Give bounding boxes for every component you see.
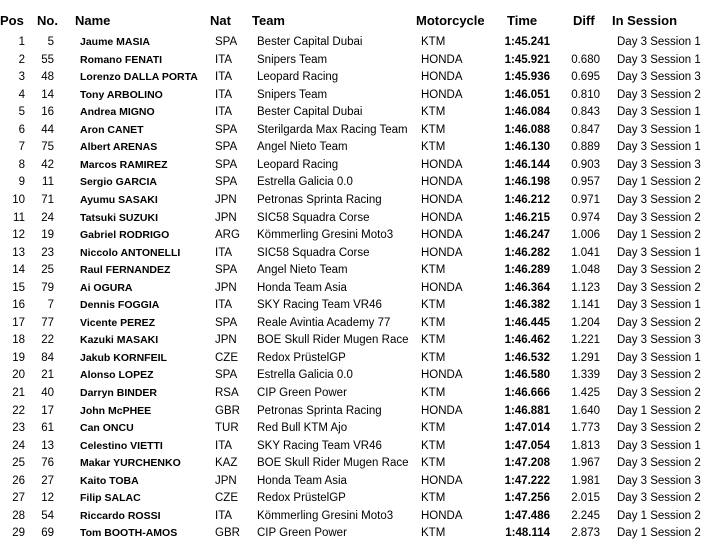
cell-nat: SPA xyxy=(215,316,238,329)
cell-motorcycle: HONDA xyxy=(421,229,463,242)
table-row xyxy=(0,455,709,472)
cell-team: Kömmerling Gresini Moto3 xyxy=(257,509,394,522)
cell-team: Leopard Racing xyxy=(257,71,339,84)
cell-no: 77 xyxy=(41,316,54,329)
table-row xyxy=(0,104,709,121)
cell-team: Honda Team Asia xyxy=(257,474,347,487)
cell-no: 17 xyxy=(41,404,54,417)
cell-name: Jakub KORNFEIL xyxy=(80,351,167,364)
cell-pos: 13 xyxy=(12,246,25,259)
cell-session: Day 3 Session 2 xyxy=(617,457,701,470)
cell-time: 1:46.198 xyxy=(504,176,550,189)
cell-nat: CZE xyxy=(215,351,238,364)
cell-diff: 1.141 xyxy=(571,299,600,312)
cell-nat: GBR xyxy=(215,527,240,540)
cell-session: Day 3 Session 2 xyxy=(617,264,701,277)
cell-nat: JPN xyxy=(215,211,237,224)
cell-name: Vicente PEREZ xyxy=(80,316,156,329)
cell-diff: 1.221 xyxy=(571,334,600,347)
cell-name: Kazuki MASAKI xyxy=(80,334,159,347)
cell-name: Ayumu SASAKI xyxy=(80,193,158,206)
cell-no: 11 xyxy=(42,176,54,189)
cell-no: 61 xyxy=(41,422,54,435)
cell-team: Estrella Galicia 0.0 xyxy=(257,176,353,189)
cell-name: Albert ARENAS xyxy=(80,141,158,154)
cell-session: Day 3 Session 1 xyxy=(617,299,701,312)
cell-nat: SPA xyxy=(215,176,238,189)
cell-time: 1:45.921 xyxy=(504,53,550,66)
cell-time: 1:46.580 xyxy=(504,369,550,382)
cell-nat: ITA xyxy=(215,509,233,522)
cell-pos: 11 xyxy=(13,211,25,224)
cell-team: Redox PrüstelGP xyxy=(257,351,346,364)
cell-motorcycle: HONDA xyxy=(421,88,463,101)
cell-session: Day 3 Session 2 xyxy=(617,281,701,294)
cell-motorcycle: KTM xyxy=(421,36,446,48)
cell-diff: 1.967 xyxy=(571,457,600,470)
cell-diff: 1.773 xyxy=(571,422,600,435)
cell-diff: 0.889 xyxy=(571,141,600,154)
cell-session: Day 3 Session 1 xyxy=(617,53,701,66)
cell-name: Dennis FOGGIA xyxy=(80,299,160,312)
cell-diff: 0.971 xyxy=(571,193,600,206)
cell-name: Riccardo ROSSI xyxy=(80,509,161,522)
cell-time: 1:46.282 xyxy=(504,246,550,259)
cell-diff: 2.015 xyxy=(571,492,600,505)
cell-team: Snipers Team xyxy=(257,88,328,101)
cell-diff: 1.041 xyxy=(571,246,600,259)
cell-session: Day 3 Session 1 xyxy=(617,246,701,259)
cell-time: 1:47.256 xyxy=(504,492,550,505)
cell-team: Honda Team Asia xyxy=(257,281,347,294)
cell-nat: CZE xyxy=(215,492,238,505)
cell-pos: 7 xyxy=(18,141,25,154)
cell-name: Romano FENATI xyxy=(80,53,163,66)
cell-pos: 1 xyxy=(18,36,25,48)
header-diff: Diff xyxy=(573,13,595,28)
table-row xyxy=(0,508,709,525)
header-team: Team xyxy=(252,13,285,28)
cell-motorcycle: KTM xyxy=(421,123,446,136)
cell-time: 1:46.462 xyxy=(504,334,550,347)
cell-diff: 0.680 xyxy=(571,53,600,66)
cell-pos: 24 xyxy=(12,439,25,452)
cell-nat: ITA xyxy=(215,53,233,66)
cell-diff: 1.640 xyxy=(571,404,600,417)
cell-nat: JPN xyxy=(215,334,237,347)
cell-session: Day 3 Session 2 xyxy=(617,492,701,505)
cell-pos: 5 xyxy=(18,106,25,119)
cell-session: Day 1 Session 2 xyxy=(617,404,701,417)
cell-nat: SPA xyxy=(215,264,238,277)
table-row xyxy=(0,174,709,191)
cell-nat: JPN xyxy=(215,474,237,487)
cell-pos: 25 xyxy=(12,457,25,470)
cell-name: Kaito TOBA xyxy=(80,474,139,487)
cell-diff: 0.974 xyxy=(571,211,600,224)
cell-no: 76 xyxy=(41,457,54,470)
cell-no: 25 xyxy=(41,264,54,277)
cell-no: 40 xyxy=(41,387,54,399)
cell-pos: 22 xyxy=(12,404,25,417)
cell-team: Estrella Galicia 0.0 xyxy=(257,369,353,382)
cell-session: Day 3 Session 1 xyxy=(617,351,701,364)
cell-team: Sterilgarda Max Racing Team xyxy=(257,123,408,136)
cell-session: Day 3 Session 1 xyxy=(617,106,701,119)
cell-nat: SPA xyxy=(215,141,238,154)
cell-time: 1:46.130 xyxy=(504,141,550,154)
cell-team: BOE Skull Rider Mugen Race xyxy=(257,457,409,470)
cell-motorcycle: KTM xyxy=(421,387,446,399)
cell-pos: 4 xyxy=(18,88,25,101)
cell-session: Day 3 Session 3 xyxy=(617,474,701,487)
cell-name: Lorenzo DALLA PORTA xyxy=(80,71,198,84)
cell-no: 27 xyxy=(41,474,54,487)
cell-session: Day 3 Session 2 xyxy=(617,422,701,435)
cell-no: 71 xyxy=(41,193,54,206)
cell-motorcycle: HONDA xyxy=(421,404,463,417)
cell-name: Sergio GARCIA xyxy=(80,176,158,189)
cell-no: 42 xyxy=(41,158,54,171)
cell-diff: 0.847 xyxy=(571,123,600,136)
cell-no: 16 xyxy=(41,106,54,119)
header-motorcycle: Motorcycle xyxy=(416,13,485,28)
cell-team: SIC58 Squadra Corse xyxy=(257,211,370,224)
cell-diff: 2.873 xyxy=(571,527,600,540)
cell-team: Leopard Racing xyxy=(257,158,339,171)
table-row xyxy=(0,139,709,156)
cell-session: Day 3 Session 3 xyxy=(617,71,701,84)
cell-motorcycle: HONDA xyxy=(421,176,463,189)
cell-time: 1:46.445 xyxy=(504,316,550,329)
cell-name: Andrea MIGNO xyxy=(80,106,155,119)
table-row xyxy=(0,490,709,507)
cell-diff: 1.291 xyxy=(571,351,600,364)
cell-team: Red Bull KTM Ajo xyxy=(257,422,348,435)
cell-time: 1:47.014 xyxy=(504,422,550,435)
cell-nat: ITA xyxy=(215,71,233,84)
cell-no: 5 xyxy=(47,36,54,48)
cell-time: 1:46.144 xyxy=(504,158,550,171)
cell-team: BOE Skull Rider Mugen Race xyxy=(257,334,409,347)
table-row xyxy=(0,385,709,402)
cell-name: Jaume MASIA xyxy=(80,36,151,48)
cell-pos: 20 xyxy=(12,369,25,382)
cell-no: 21 xyxy=(41,369,54,382)
cell-pos: 3 xyxy=(18,71,25,84)
cell-motorcycle: HONDA xyxy=(421,246,463,259)
cell-nat: ITA xyxy=(215,88,233,101)
cell-time: 1:47.486 xyxy=(504,509,550,522)
cell-diff: 0.810 xyxy=(571,88,600,101)
cell-nat: SPA xyxy=(215,36,238,48)
cell-pos: 27 xyxy=(12,492,25,505)
table-header-row xyxy=(0,12,709,30)
cell-team: Reale Avintia Academy 77 xyxy=(257,316,391,329)
table-row xyxy=(0,525,709,542)
cell-name: Celestino VIETTI xyxy=(80,439,163,452)
cell-pos: 6 xyxy=(18,123,25,136)
table-row xyxy=(0,122,709,139)
cell-name: Ai OGURA xyxy=(80,281,133,294)
cell-no: 14 xyxy=(41,88,54,101)
cell-motorcycle: HONDA xyxy=(421,369,463,382)
cell-nat: ITA xyxy=(215,439,233,452)
cell-name: Darryn BINDER xyxy=(80,387,158,399)
cell-nat: KAZ xyxy=(215,457,238,470)
cell-time: 1:46.051 xyxy=(504,88,550,101)
cell-team: Petronas Sprinta Racing xyxy=(257,193,382,206)
cell-diff: 1.425 xyxy=(571,387,600,399)
cell-motorcycle: KTM xyxy=(421,439,446,452)
cell-pos: 14 xyxy=(12,264,25,277)
cell-pos: 21 xyxy=(12,387,25,399)
table-row xyxy=(0,420,709,437)
cell-no: 48 xyxy=(41,71,54,84)
cell-time: 1:45.936 xyxy=(504,71,550,84)
cell-name: Alonso LOPEZ xyxy=(80,369,154,382)
cell-session: Day 1 Session 2 xyxy=(617,229,701,242)
cell-diff: 1.006 xyxy=(571,229,600,242)
cell-session: Day 3 Session 3 xyxy=(617,158,701,171)
cell-name: Raul FERNANDEZ xyxy=(80,264,171,277)
cell-team: Snipers Team xyxy=(257,53,328,66)
cell-no: 44 xyxy=(41,123,54,136)
cell-session: Day 3 Session 1 xyxy=(617,439,701,452)
cell-time: 1:46.084 xyxy=(504,106,550,119)
cell-no: 13 xyxy=(41,439,54,452)
cell-nat: GBR xyxy=(215,404,240,417)
table-row xyxy=(0,245,709,262)
cell-name: John McPHEE xyxy=(80,404,152,417)
cell-session: Day 3 Session 1 xyxy=(617,141,701,154)
table-row xyxy=(0,403,709,420)
cell-pos: 8 xyxy=(18,158,25,171)
cell-time: 1:47.222 xyxy=(504,474,550,487)
cell-session: Day 3 Session 2 xyxy=(617,193,701,206)
cell-pos: 29 xyxy=(12,527,25,540)
header-session: In Session xyxy=(612,13,678,28)
table-row xyxy=(0,438,709,455)
cell-diff: 1.123 xyxy=(571,281,600,294)
header-pos: Pos xyxy=(0,13,24,28)
cell-no: 69 xyxy=(41,527,54,540)
table-row xyxy=(0,192,709,209)
table-row xyxy=(0,280,709,297)
cell-diff: 1.048 xyxy=(571,264,600,277)
cell-nat: JPN xyxy=(215,281,237,294)
cell-diff: 1.339 xyxy=(571,369,600,382)
cell-motorcycle: KTM xyxy=(421,299,446,312)
cell-team: Bester Capital Dubai xyxy=(257,36,363,48)
cell-pos: 10 xyxy=(12,193,25,206)
table-row xyxy=(0,350,709,367)
cell-motorcycle: HONDA xyxy=(421,158,463,171)
cell-no: 23 xyxy=(41,246,54,259)
cell-time: 1:46.289 xyxy=(504,264,550,277)
cell-session: Day 3 Session 2 xyxy=(617,88,701,101)
cell-time: 1:45.241 xyxy=(504,36,550,48)
cell-motorcycle: KTM xyxy=(421,422,446,435)
cell-pos: 15 xyxy=(12,281,25,294)
cell-pos: 9 xyxy=(18,176,25,189)
cell-motorcycle: KTM xyxy=(421,316,446,329)
cell-session: Day 1 Session 2 xyxy=(617,509,701,522)
table-row xyxy=(0,69,709,86)
cell-pos: 26 xyxy=(12,474,25,487)
cell-no: 19 xyxy=(41,229,54,242)
header-nat: Nat xyxy=(210,13,231,28)
cell-nat: TUR xyxy=(215,422,239,435)
cell-name: Tatsuki SUZUKI xyxy=(80,211,158,224)
cell-nat: ITA xyxy=(215,299,233,312)
cell-team: SKY Racing Team VR46 xyxy=(257,299,382,312)
cell-diff: 0.695 xyxy=(571,71,600,84)
header-time: Time xyxy=(507,13,538,28)
cell-name: Tom BOOTH-AMOS xyxy=(80,527,178,540)
cell-motorcycle: HONDA xyxy=(421,281,463,294)
cell-no: 75 xyxy=(41,141,54,154)
table-row xyxy=(0,210,709,227)
cell-session: Day 3 Session 1 xyxy=(617,123,701,136)
cell-team: Redox PrüstelGP xyxy=(257,492,346,505)
cell-pos: 16 xyxy=(12,299,25,312)
cell-nat: SPA xyxy=(215,123,238,136)
cell-nat: SPA xyxy=(215,369,238,382)
table-row xyxy=(0,227,709,244)
cell-time: 1:46.247 xyxy=(504,229,550,242)
cell-name: Filip SALAC xyxy=(80,492,141,505)
cell-time: 1:46.212 xyxy=(504,193,550,206)
cell-no: 7 xyxy=(47,299,54,312)
cell-pos: 18 xyxy=(12,334,25,347)
table-row xyxy=(0,473,709,490)
cell-motorcycle: KTM xyxy=(421,106,446,119)
cell-session: Day 3 Session 2 xyxy=(617,316,701,329)
cell-team: SKY Racing Team VR46 xyxy=(257,439,382,452)
cell-nat: JPN xyxy=(215,193,237,206)
cell-diff: 1.813 xyxy=(571,439,600,452)
table-row xyxy=(0,52,709,69)
table-row xyxy=(0,367,709,384)
cell-motorcycle: KTM xyxy=(421,457,446,470)
cell-diff: 0.957 xyxy=(571,176,600,189)
cell-motorcycle: HONDA xyxy=(421,71,463,84)
cell-no: 79 xyxy=(41,281,54,294)
cell-session: Day 3 Session 2 xyxy=(617,369,701,382)
header-name: Name xyxy=(75,13,111,28)
cell-motorcycle: KTM xyxy=(421,141,446,154)
cell-motorcycle: KTM xyxy=(421,527,446,540)
cell-time: 1:48.114 xyxy=(505,527,550,540)
cell-diff: 2.245 xyxy=(571,509,600,522)
cell-no: 22 xyxy=(41,334,54,347)
cell-motorcycle: HONDA xyxy=(421,193,463,206)
cell-time: 1:46.215 xyxy=(504,211,550,224)
cell-motorcycle: HONDA xyxy=(421,211,463,224)
cell-session: Day 3 Session 3 xyxy=(617,334,701,347)
cell-time: 1:46.532 xyxy=(504,351,550,364)
cell-time: 1:46.881 xyxy=(504,404,550,417)
table-row xyxy=(0,34,709,51)
cell-team: CIP Green Power xyxy=(257,387,347,399)
cell-motorcycle: KTM xyxy=(421,264,446,277)
cell-no: 24 xyxy=(41,211,54,224)
cell-pos: 17 xyxy=(12,316,25,329)
cell-motorcycle: KTM xyxy=(421,351,446,364)
cell-nat: ITA xyxy=(215,106,233,119)
cell-team: Petronas Sprinta Racing xyxy=(257,404,382,417)
cell-diff: 1.981 xyxy=(571,474,600,487)
table-row xyxy=(0,297,709,314)
cell-session: Day 1 Session 2 xyxy=(617,176,701,189)
cell-session: Day 3 Session 1 xyxy=(617,36,701,48)
cell-motorcycle: KTM xyxy=(421,492,446,505)
cell-name: Tony ARBOLINO xyxy=(80,88,163,101)
cell-team: Angel Nieto Team xyxy=(257,264,348,277)
cell-nat: ITA xyxy=(215,246,233,259)
cell-motorcycle: HONDA xyxy=(421,474,463,487)
table-row xyxy=(0,315,709,332)
cell-session: Day 3 Session 2 xyxy=(617,211,701,224)
cell-time: 1:47.208 xyxy=(504,457,550,470)
cell-team: CIP Green Power xyxy=(257,527,347,540)
cell-pos: 19 xyxy=(12,351,25,364)
cell-team: Angel Nieto Team xyxy=(257,141,348,154)
table-row xyxy=(0,157,709,174)
cell-no: 54 xyxy=(41,509,54,522)
table-row xyxy=(0,87,709,104)
cell-diff: 1.204 xyxy=(571,316,600,329)
cell-pos: 23 xyxy=(12,422,25,435)
cell-session: Day 3 Session 2 xyxy=(617,387,701,399)
header-no: No. xyxy=(37,13,58,28)
cell-pos: 12 xyxy=(12,229,25,242)
cell-diff: 0.903 xyxy=(571,158,600,171)
cell-time: 1:47.054 xyxy=(504,439,550,452)
cell-nat: ARG xyxy=(215,229,240,242)
cell-motorcycle: KTM xyxy=(421,334,446,347)
cell-diff: 0.843 xyxy=(571,106,600,119)
cell-no: 12 xyxy=(41,492,54,505)
cell-session: Day 1 Session 2 xyxy=(617,527,701,540)
table-row xyxy=(0,332,709,349)
cell-pos: 2 xyxy=(18,53,25,66)
cell-team: Kömmerling Gresini Moto3 xyxy=(257,229,394,242)
cell-pos: 28 xyxy=(12,509,25,522)
cell-no: 84 xyxy=(41,351,54,364)
cell-time: 1:46.364 xyxy=(504,281,550,294)
cell-name: Makar YURCHENKO xyxy=(80,457,181,470)
cell-name: Aron CANET xyxy=(80,123,144,136)
cell-time: 1:46.666 xyxy=(504,387,550,399)
cell-name: Marcos RAMIREZ xyxy=(80,158,168,171)
cell-team: Bester Capital Dubai xyxy=(257,106,363,119)
cell-no: 55 xyxy=(41,53,54,66)
cell-team: SIC58 Squadra Corse xyxy=(257,246,370,259)
cell-name: Can ONCU xyxy=(80,422,134,435)
cell-nat: RSA xyxy=(215,387,239,399)
cell-nat: SPA xyxy=(215,158,238,171)
cell-name: Niccolo ANTONELLI xyxy=(80,246,181,259)
cell-name: Gabriel RODRIGO xyxy=(80,229,170,242)
cell-motorcycle: HONDA xyxy=(421,509,463,522)
cell-time: 1:46.382 xyxy=(504,299,550,312)
table-row xyxy=(0,262,709,279)
cell-motorcycle: HONDA xyxy=(421,53,463,66)
cell-time: 1:46.088 xyxy=(504,123,550,136)
